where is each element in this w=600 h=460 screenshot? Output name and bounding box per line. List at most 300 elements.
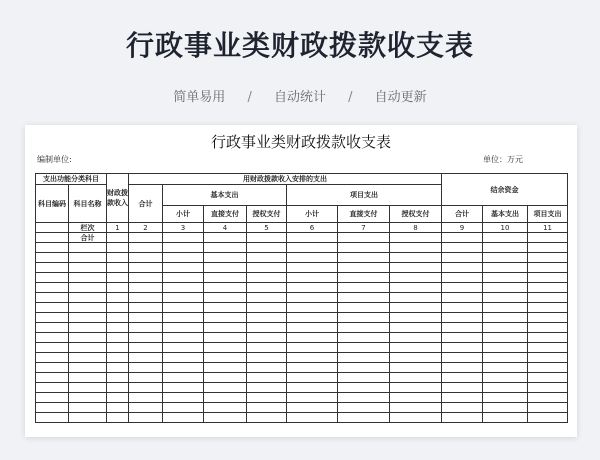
table-cell	[204, 233, 247, 243]
table-cell	[69, 413, 107, 423]
table-cell	[338, 313, 390, 323]
table-cell	[129, 283, 163, 293]
table-cell	[287, 353, 338, 363]
table-cell	[36, 323, 69, 333]
total-row	[36, 233, 568, 243]
table-cell	[163, 343, 204, 353]
table-cell	[442, 233, 483, 243]
table-cell	[390, 413, 442, 423]
header-basic-expenditure: 基本支出	[163, 185, 287, 206]
table-cell	[36, 413, 69, 423]
table-row	[36, 353, 568, 363]
table-cell	[107, 293, 129, 303]
table-cell	[69, 273, 107, 283]
table-cell	[107, 263, 129, 273]
table-cell	[36, 313, 69, 323]
table-cell	[390, 303, 442, 313]
table-cell	[287, 293, 338, 303]
table-cell	[107, 253, 129, 263]
table-cell	[247, 253, 287, 263]
feature-separator: /	[247, 90, 252, 105]
table-cell	[287, 243, 338, 253]
table-cell	[442, 293, 483, 303]
table-cell	[247, 283, 287, 293]
table-cell	[69, 323, 107, 333]
table-cell	[163, 353, 204, 363]
table-cell	[287, 383, 338, 393]
table-cell	[483, 263, 528, 273]
table-cell	[287, 273, 338, 283]
table-cell	[163, 403, 204, 413]
table-row	[36, 283, 568, 293]
table-cell	[69, 373, 107, 383]
table-row	[36, 323, 568, 333]
table-cell	[36, 263, 69, 273]
table-row	[36, 303, 568, 313]
table-cell	[107, 413, 129, 423]
table-row	[36, 373, 568, 383]
table-cell	[107, 353, 129, 363]
table-cell	[36, 303, 69, 313]
table-cell	[483, 253, 528, 263]
table-cell	[129, 363, 163, 373]
table-cell	[107, 403, 129, 413]
table-cell	[36, 353, 69, 363]
table-cell	[483, 283, 528, 293]
table-cell	[129, 273, 163, 283]
feature-auto-update: 自动更新	[374, 90, 427, 105]
table-row	[36, 263, 568, 273]
table-cell	[107, 273, 129, 283]
table-cell	[442, 323, 483, 333]
budget-table	[35, 173, 568, 423]
table-cell	[483, 363, 528, 373]
table-cell	[442, 353, 483, 363]
table-cell	[107, 363, 129, 373]
table-cell	[204, 313, 247, 323]
column-number-row	[36, 223, 568, 233]
table-cell	[442, 263, 483, 273]
table-cell	[287, 393, 338, 403]
table-cell	[390, 293, 442, 303]
table-cell	[69, 353, 107, 363]
table-cell	[36, 223, 69, 233]
feature-auto-stats: 自动统计	[273, 90, 326, 105]
table-cell	[247, 353, 287, 363]
table-cell	[390, 343, 442, 353]
table-cell	[287, 403, 338, 413]
table-row	[36, 413, 568, 423]
table-cell	[442, 313, 483, 323]
feature-separator: /	[348, 90, 353, 105]
column-number: 9	[442, 223, 483, 233]
table-cell	[338, 363, 390, 373]
table-cell	[338, 373, 390, 383]
header-balance-project: 项目支出	[528, 206, 568, 223]
table-cell	[247, 373, 287, 383]
table-row	[36, 393, 568, 403]
table-cell	[247, 243, 287, 253]
table-cell	[36, 243, 69, 253]
table-cell	[528, 233, 568, 243]
table-cell	[204, 243, 247, 253]
table-cell	[390, 243, 442, 253]
table-cell	[442, 243, 483, 253]
table-cell	[247, 233, 287, 243]
header-basic-auth-pay: 授权支付	[247, 206, 287, 223]
table-cell	[483, 303, 528, 313]
table-cell	[129, 333, 163, 343]
table-row	[36, 293, 568, 303]
table-cell	[287, 313, 338, 323]
table-cell	[107, 233, 129, 243]
table-cell	[338, 303, 390, 313]
table-cell	[247, 413, 287, 423]
table-cell	[390, 383, 442, 393]
table-cell	[163, 253, 204, 263]
table-cell	[163, 383, 204, 393]
table-cell	[483, 403, 528, 413]
table-cell	[528, 263, 568, 273]
table-cell	[338, 393, 390, 403]
table-cell	[287, 333, 338, 343]
table-cell	[390, 263, 442, 273]
header-project-auth-pay: 授权支付	[390, 206, 442, 223]
table-cell	[129, 373, 163, 383]
table-cell	[69, 283, 107, 293]
table-cell	[483, 413, 528, 423]
table-cell	[163, 243, 204, 253]
header-arranged-expenditure: 用财政拨款收入安排的支出	[129, 174, 442, 185]
table-cell	[163, 373, 204, 383]
table-cell	[247, 313, 287, 323]
table-cell	[204, 373, 247, 383]
table-cell	[528, 413, 568, 423]
table-cell	[129, 393, 163, 403]
table-cell	[483, 313, 528, 323]
table-cell	[442, 393, 483, 403]
table-cell	[442, 273, 483, 283]
table-cell	[338, 233, 390, 243]
table-cell	[107, 303, 129, 313]
table-row	[36, 333, 568, 343]
table-cell	[338, 273, 390, 283]
table-cell	[390, 403, 442, 413]
table-cell	[390, 273, 442, 283]
table-cell	[338, 413, 390, 423]
table-cell	[36, 403, 69, 413]
table-cell	[442, 253, 483, 263]
table-cell	[163, 323, 204, 333]
table-row	[36, 343, 568, 353]
table-cell	[69, 393, 107, 403]
prepared-by-label: 编制单位:	[37, 155, 72, 164]
table-cell	[528, 313, 568, 323]
table-cell	[163, 293, 204, 303]
table-cell	[390, 313, 442, 323]
table-cell	[36, 253, 69, 263]
table-cell	[69, 263, 107, 273]
table-cell	[483, 233, 528, 243]
table-cell	[129, 243, 163, 253]
table-row	[36, 403, 568, 413]
feature-list	[0, 86, 600, 105]
table-cell	[338, 353, 390, 363]
table-cell	[442, 373, 483, 383]
column-number: 5	[247, 223, 287, 233]
header-project-subtotal: 小计	[287, 206, 338, 223]
table-cell	[247, 403, 287, 413]
column-number: 1	[107, 223, 129, 233]
table-cell	[107, 243, 129, 253]
table-cell	[287, 233, 338, 243]
table-cell	[204, 333, 247, 343]
table-cell	[204, 363, 247, 373]
table-cell	[69, 343, 107, 353]
table-cell	[528, 293, 568, 303]
column-number: 10	[483, 223, 528, 233]
feature-easy: 简单易用	[173, 90, 226, 105]
table-cell	[247, 323, 287, 333]
table-cell	[36, 283, 69, 293]
table-cell	[442, 403, 483, 413]
table-cell	[287, 343, 338, 353]
table-cell	[163, 233, 204, 243]
table-row	[36, 313, 568, 323]
header-project-expenditure: 项目支出	[287, 185, 442, 206]
table-cell	[528, 333, 568, 343]
table-cell	[483, 243, 528, 253]
table-cell	[69, 403, 107, 413]
table-cell	[36, 393, 69, 403]
table-cell	[129, 323, 163, 333]
table-cell	[528, 353, 568, 363]
table-cell	[287, 373, 338, 383]
table-cell	[36, 293, 69, 303]
table-cell	[390, 393, 442, 403]
table-cell	[204, 343, 247, 353]
table-cell	[204, 413, 247, 423]
table-row	[36, 363, 568, 373]
table-cell	[338, 383, 390, 393]
table-cell	[287, 323, 338, 333]
table-row	[36, 253, 568, 263]
table-cell	[528, 243, 568, 253]
table-cell	[247, 273, 287, 283]
table-cell	[390, 363, 442, 373]
table-cell	[204, 353, 247, 363]
table-cell	[442, 413, 483, 423]
table-cell	[163, 413, 204, 423]
table-cell	[129, 293, 163, 303]
header-balance-basic: 基本支出	[483, 206, 528, 223]
table-cell	[204, 273, 247, 283]
table-cell	[287, 363, 338, 373]
table-cell	[442, 343, 483, 353]
table-cell	[129, 383, 163, 393]
table-cell	[69, 243, 107, 253]
table-cell	[483, 293, 528, 303]
table-cell	[204, 283, 247, 293]
table-row	[36, 273, 568, 283]
table-cell	[528, 253, 568, 263]
table-cell	[528, 273, 568, 283]
table-cell	[107, 383, 129, 393]
table-cell	[338, 243, 390, 253]
table-cell	[163, 393, 204, 403]
table-cell	[483, 323, 528, 333]
table-cell	[69, 253, 107, 263]
table-cell	[247, 383, 287, 393]
table-cell	[338, 293, 390, 303]
table-cell	[390, 373, 442, 383]
table-cell	[338, 323, 390, 333]
table-cell	[483, 353, 528, 363]
table-cell	[528, 363, 568, 373]
table-cell	[338, 283, 390, 293]
table-cell	[528, 343, 568, 353]
table-cell	[483, 343, 528, 353]
column-number: 11	[528, 223, 568, 233]
table-cell	[390, 283, 442, 293]
table-cell	[107, 393, 129, 403]
table-cell	[247, 393, 287, 403]
table-cell	[442, 333, 483, 343]
table-cell	[204, 393, 247, 403]
table-cell	[36, 233, 69, 243]
table-cell	[483, 273, 528, 283]
table-cell	[163, 363, 204, 373]
table-cell	[528, 283, 568, 293]
column-number: 2	[129, 223, 163, 233]
table-cell	[528, 303, 568, 313]
table-cell	[163, 273, 204, 283]
table-cell	[390, 323, 442, 333]
table-cell	[287, 253, 338, 263]
table-cell	[69, 293, 107, 303]
table-cell	[129, 413, 163, 423]
table-cell	[247, 343, 287, 353]
table-cell	[483, 393, 528, 403]
table-row	[36, 243, 568, 253]
table-cell	[163, 333, 204, 343]
table-cell	[247, 333, 287, 343]
table-cell	[338, 263, 390, 273]
table-cell	[247, 263, 287, 273]
table-cell	[204, 403, 247, 413]
table-cell	[483, 373, 528, 383]
spreadsheet-preview	[25, 125, 577, 437]
table-cell	[528, 403, 568, 413]
table-cell	[129, 303, 163, 313]
header-fiscal-income: 财政拨款收入	[107, 174, 129, 223]
table-cell	[129, 353, 163, 363]
table-cell	[204, 303, 247, 313]
header-project-direct-pay: 直接支付	[338, 206, 390, 223]
table-cell	[338, 253, 390, 263]
header-subject-code: 科目编码	[36, 185, 69, 223]
table-cell	[163, 313, 204, 323]
table-cell	[528, 323, 568, 333]
table-cell	[287, 263, 338, 273]
row-label-total: 合计	[69, 233, 107, 243]
header-subject-class: 支出功能分类科目	[36, 174, 107, 185]
header-arranged-total: 合计	[129, 185, 163, 223]
table-cell	[390, 253, 442, 263]
table-cell	[442, 283, 483, 293]
header-balance-funds: 结余资金	[442, 174, 568, 206]
header-basic-direct-pay: 直接支付	[204, 206, 247, 223]
table-cell	[390, 353, 442, 363]
table-cell	[442, 363, 483, 373]
table-cell	[390, 233, 442, 243]
table-cell	[204, 293, 247, 303]
table-cell	[69, 363, 107, 373]
column-number: 7	[338, 223, 390, 233]
table-cell	[107, 283, 129, 293]
table-cell	[36, 273, 69, 283]
unit-label: 单位：万元	[483, 155, 523, 164]
table-cell	[69, 383, 107, 393]
row-label-column-number: 栏次	[69, 223, 107, 233]
column-number: 4	[204, 223, 247, 233]
table-cell	[528, 393, 568, 403]
header-basic-subtotal: 小计	[163, 206, 204, 223]
table-cell	[528, 383, 568, 393]
table-cell	[36, 363, 69, 373]
table-cell	[442, 383, 483, 393]
table-cell	[338, 343, 390, 353]
table-cell	[129, 233, 163, 243]
table-cell	[483, 383, 528, 393]
table-cell	[69, 303, 107, 313]
table-cell	[163, 263, 204, 273]
table-cell	[204, 323, 247, 333]
table-cell	[163, 303, 204, 313]
table-cell	[287, 413, 338, 423]
table-cell	[107, 333, 129, 343]
table-cell	[204, 383, 247, 393]
table-cell	[390, 333, 442, 343]
table-cell	[483, 333, 528, 343]
table-cell	[129, 263, 163, 273]
table-cell	[129, 253, 163, 263]
table-cell	[338, 333, 390, 343]
header-balance-total: 合计	[442, 206, 483, 223]
table-cell	[247, 363, 287, 373]
table-cell	[69, 333, 107, 343]
table-cell	[107, 343, 129, 353]
document-title: 行政事业类财政拨款收支表	[210, 133, 391, 151]
table-cell	[287, 283, 338, 293]
table-cell	[36, 383, 69, 393]
table-row	[36, 383, 568, 393]
table-cell	[163, 283, 204, 293]
table-cell	[129, 313, 163, 323]
table-cell	[528, 373, 568, 383]
table-cell	[247, 293, 287, 303]
table-cell	[36, 373, 69, 383]
table-cell	[69, 313, 107, 323]
column-number: 8	[390, 223, 442, 233]
hero-title: 行政事业类财政拨款收支表	[125, 29, 474, 62]
table-cell	[107, 323, 129, 333]
table-cell	[129, 403, 163, 413]
table-cell	[129, 343, 163, 353]
table-cell	[442, 303, 483, 313]
column-number: 3	[163, 223, 204, 233]
table-cell	[338, 403, 390, 413]
